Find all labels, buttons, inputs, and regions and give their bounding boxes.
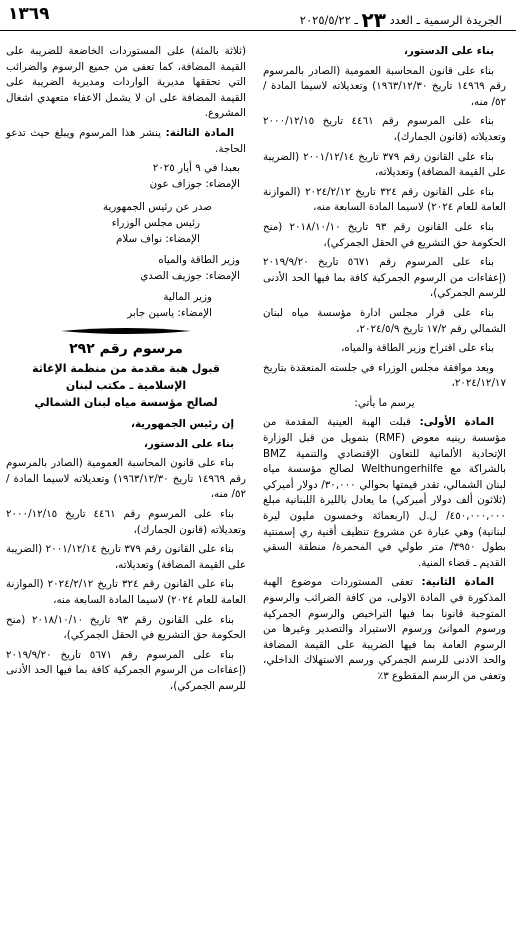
article-text: ينشر هذا المرسوم ويبلغ حيث تدعو الحاجة. (6, 126, 246, 155)
article-label: المادة الثانية: (421, 576, 494, 589)
right-column (263, 44, 506, 689)
preamble-paragraph: بناء على القانون رقم ٣٧٩ تاريخ ٢٠٠١/١٢/١٤ (الضريبة على القيمة المضافة) وتعديلاته، (6, 543, 246, 571)
preamble-paragraph: بناء على القانون رقم ٣٢٤ تاريخ ٢٠٢٤/٢/١٢ (الموازنة العامة للعام ٢٠٢٤) لاسيما المادة السابعة منه، (6, 578, 246, 607)
preamble-constitution: بناء على الدستور، (144, 437, 234, 450)
decree-subject: قبول هبة مقدمة من منظمة الإغاثة الإسلامية ـ مكتب لبنان (32, 362, 220, 393)
article-label: المادة الأولى: (419, 416, 494, 429)
energy-minister-title: وزير الطاقة والمياه (158, 254, 240, 267)
president-signature: الإمضاء: جوزاف عون (149, 177, 240, 190)
section-divider (6, 326, 246, 336)
issue-number: ٢٣ (361, 8, 386, 32)
gazette-name: الجريدة الرسمية ـ العدد (389, 13, 502, 27)
page-number: ١٣٦٩ (8, 4, 50, 24)
issued-by: صدر عن رئيس الجمهورية (102, 201, 212, 214)
divider-ornament (61, 326, 191, 336)
preamble-paragraph: بناء على المرسوم رقم ٤٤٦١ تاريخ ٢٠٠٠/١٢/١٥ وتعديلاته (قانون الجمارك)، (6, 508, 246, 536)
article-one (263, 415, 506, 571)
preamble-paragraph: بناء على القانون رقم ٣٢٤ تاريخ ٢٠٢٤/٢/١٢ (الموازنة العامة للعام ٢٠٢٤) لاسيما المادة السابعة منه، (263, 185, 506, 214)
pm-signature: الإمضاء: نواف سلام (115, 232, 200, 245)
finance-minister-signature: الإمضاء: ياسين جابر (127, 306, 212, 319)
article-three (6, 126, 246, 157)
preamble-paragraph: وبعد موافقة مجلس الوزراء في جلسته المنعقدة بتاريخ ٢٠٢٤/١٢/١٧، (263, 361, 506, 390)
preamble-paragraph: بناء على المرسوم رقم ٥٦٧١ تاريخ ٢٠١٩/٩/٢٠ (إعفاءات من الرسوم الجمركية كافة بما فيها الحد الأدنى للرسم الجمركي)، (263, 256, 506, 300)
preamble-paragraph: بناء على اقتراح وزير الطاقة والمياه، (341, 342, 494, 355)
page-header (0, 0, 516, 31)
pm-title: رئيس مجلس الوزراء (111, 216, 200, 229)
article-text: قبلت الهبة العينية المقدمة من مؤسسة رينيه معوض (RMF) بتمويل من قبل الوزارة الإتحادية الألمانية للتعاون الإقتصادي والتنمية BMZ بالشراكة مع Welthungerhilfe لصالح مؤسسة مياه لبنان الشمالي، تقدر قيمتها بحوالي ٣٠,٠٠٠/ دولار أميركي (ثلاثون ألف دولار أميركي) ما يعادل بالليرة اللبنانية مبلغ ٤٥٠,٠٠٠,٠٠٠/ ل.ل (اربعمائة وخمسون مليون ليرة لبنانية) وهي عبارة عن مشروع تنظيف أقنية ري إسمنتية بطول ٣٩٥٠/ متر طولي في المحمرة/ منطقة السقي القديم ـ قضاء المنية. (263, 416, 506, 569)
preamble-paragraph: بناء على قانون المحاسبة العمومية (الصادر بالمرسوم رقم ١٤٩٦٩ تاريخ ١٩٦٣/١٢/٣٠) وتعديلاته لاسيما المادة /٥٢/ منه، (6, 457, 246, 501)
president-intro: إن رئيس الجمهورية، (131, 418, 234, 431)
decree-title: مرسوم رقم ٢٩٢ (69, 340, 183, 357)
issue-date: ٢٠٢٥/٥/٢٢ (299, 13, 351, 27)
preamble-constitution: بناء على الدستور، (404, 45, 494, 57)
finance-minister-title: وزير المالية (163, 291, 212, 304)
left-column (6, 44, 246, 699)
preamble-paragraph: بناء على قانون المحاسبة العمومية (الصادر بالمرسوم رقم ١٤٩٦٩ تاريخ ١٩٦٣/١٢/٣٠) وتعديلاته لاسيما المادة /٥٢/ منه، (263, 64, 506, 108)
decree-subject-beneficiary: لصالح مؤسسة مياه لبنان الشمالي (34, 396, 218, 410)
article-two-continuation: (ثلاثة بالمئة) على المستوردات الخاضعة للضريبة على القيمة المضافة، كما تعفى من جميع الرسوم والضرائب التي تحققها مديرية الواردات ومديرية الضريبة على القيمة المضافة على ان لا يشمل الاعفاء متعهدي اشغال المشروع. (6, 45, 246, 120)
article-two (263, 575, 506, 684)
gazette-info (300, 8, 502, 32)
decree-formula: يرسم ما يأتي: (354, 396, 415, 409)
energy-minister-signature: الإمضاء: جوزيف الصدي (140, 269, 240, 282)
place-date: بعبدا في ٩ أيار ٢٠٢٥ (152, 162, 240, 175)
preamble-paragraph: بناء على القانون رقم ٣٧٩ تاريخ ٢٠٠١/١٢/١٤ (الضريبة على القيمة المضافة) وتعديلاته، (263, 150, 506, 179)
article-label: المادة الثالثة: (165, 126, 235, 139)
preamble-paragraph: بناء على المرسوم رقم ٥٦٧١ تاريخ ٢٠١٩/٩/٢٠ (إعفاءات من الرسوم الجمركية كافة بما فيها الحد الأدنى للرسم الجمركي)، (6, 648, 246, 692)
preamble-paragraph: بناء على القانون رقم ٩٣ تاريخ ٢٠١٨/١٠/١٠ (منح الحكومة حق التشريع في الحقل الجمركي)، (263, 220, 506, 249)
header-separator: ـ (354, 13, 358, 27)
preamble-paragraph: بناء على القانون رقم ٩٣ تاريخ ٢٠١٨/١٠/١٠ (منح الحكومة حق التشريع في الحقل الجمركي)، (6, 613, 246, 642)
preamble-paragraph: بناء على المرسوم رقم ٤٤٦١ تاريخ ٢٠٠٠/١٢/١٥ وتعديلاته (قانون الجمارك)، (263, 115, 506, 143)
preamble-paragraph: بناء على قرار مجلس ادارة مؤسسة مياه لبنان الشمالي رقم ١٧/٢ تاريخ ٢٠٢٤/٥/٩، (263, 306, 506, 335)
article-text: تعفى المستوردات موضوع الهبة المذكورة في المادة الاولى، من كافة الضرائب والرسوم المتوجبة قانونا بما فيها التراخيص والرسوم الجمركية ورسوم الموانئ ورسوم الاستيراد والتصدير وغيرها من الرسوم العامة بما فيها الضريبة على القيمة المضافة والحد الادنى للرسم الجمركي ورسم الاستهلاك الداخلي، وتعفى من الرسم المقطوع ٣٪ (263, 576, 506, 682)
